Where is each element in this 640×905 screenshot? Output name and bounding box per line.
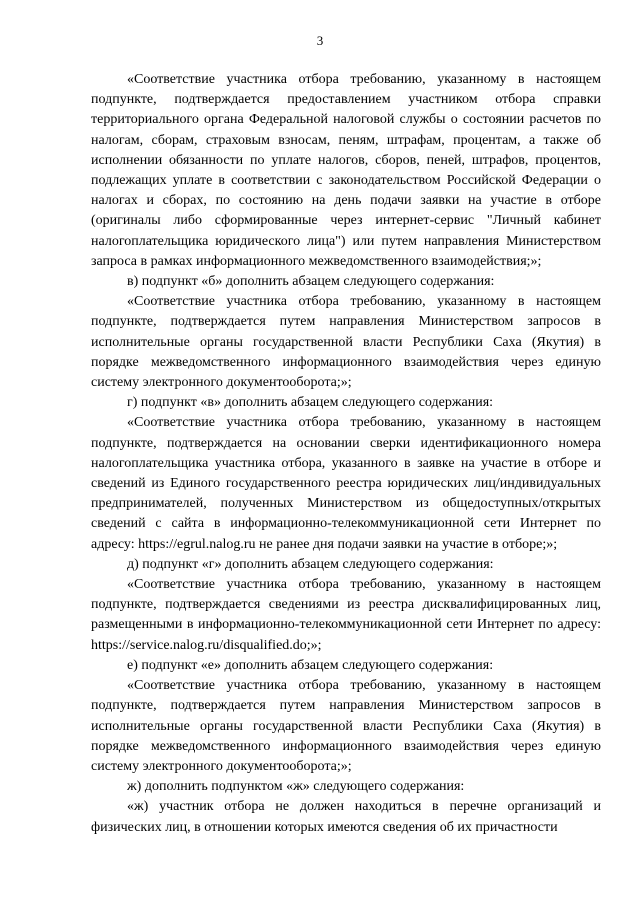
paragraph-subitem-g-text: «Соответствие участника отбора требованию, указанному в настоящем подпункте, подтверждается сведениями из реестра дисквалифицированных лиц, размещенными в информационно-телекоммуникационной сети Интернет по адресу: https://service.nalog.ru/disqualified.do;»; — [91, 577, 601, 653]
paragraph-subitem-g-instruction: д) подпункт «г» дополнить абзацем следующего содержания: — [127, 556, 494, 572]
paragraph-subitem-zh-instruction: ж) дополнить подпунктом «ж» следующего содержания: — [127, 779, 465, 795]
paragraph-subitem-v-instruction: г) подпункт «в» дополнить абзацем следующего содержания: — [127, 395, 494, 411]
paragraph-subitem-b-text: «Соответствие участника отбора требованию, указанному в настоящем подпункте, подтверждается путем направления Министерством запросов в исполнительные органы государственной власти Республики Саха (Якутия) в порядке межведомственного информационного взаимодействия через единую систему электронного документооборота;»; — [91, 294, 601, 391]
paragraph-subitem-zh-text: «ж) участник отбора не должен находиться в перечне организаций и физических лиц, в отношении которых имеются сведения об их причастности — [91, 799, 601, 835]
page-number: 3 — [316, 33, 324, 48]
paragraph-subitem-e-text: «Соответствие участника отбора требованию, указанному в настоящем подпункте, подтверждается путем направления Министерством запросов в исполнительные органы государственной власти Республики Саха (Якутия) в порядке межведомственного информационного взаимодействия через единую систему электронного документооборота;»; — [91, 678, 601, 774]
document-body — [91, 70, 601, 838]
paragraph-requirement-tax-certificate: «Соответствие участника отбора требованию, указанному в настоящем подпункте, подтверждается предоставлением участником отбора справки территориального органа Федеральной налоговой службы о состоянии расчетов по налогам, сборам, страховым взносам, пеням, штрафам, процентам, а также об исполнении обязанности по уплате налогов, сборов, пеней, штрафов, процентов, подлежащих уплате в соответствии с законодательством Российской Федерации о налогах и сборах, по состоянию на день подачи заявки на участие в отборе (оригиналы либо сформированные через интернет-сервис "Личный кабинет налогоплательщика юридического лица") или путем направления Министерством запроса в рамках информационного межведомственного взаимодействия;»; — [91, 72, 601, 269]
paragraph-subitem-v-text: «Соответствие участника отбора требованию, указанному в настоящем подпункте, подтверждается на основании сверки идентификационного номера налогоплательщика участника отбора, указанного в заявке на участие в отборе и сведений из Единого государственного реестра юридических лиц/индивидуальных предпринимателей, полученных Министерством из общедоступных/открытых сведений с сайта в информационно-телекоммуникационной сети Интернет по адресу: https://egrul.nalog.ru не ранее дня подачи заявки на участие в отборе;»; — [91, 415, 601, 552]
paragraph-subitem-e-instruction: е) подпункт «е» дополнить абзацем следующего содержания: — [127, 657, 494, 673]
paragraph-subitem-b-instruction: в) подпункт «б» дополнить абзацем следующего содержания: — [127, 274, 495, 290]
